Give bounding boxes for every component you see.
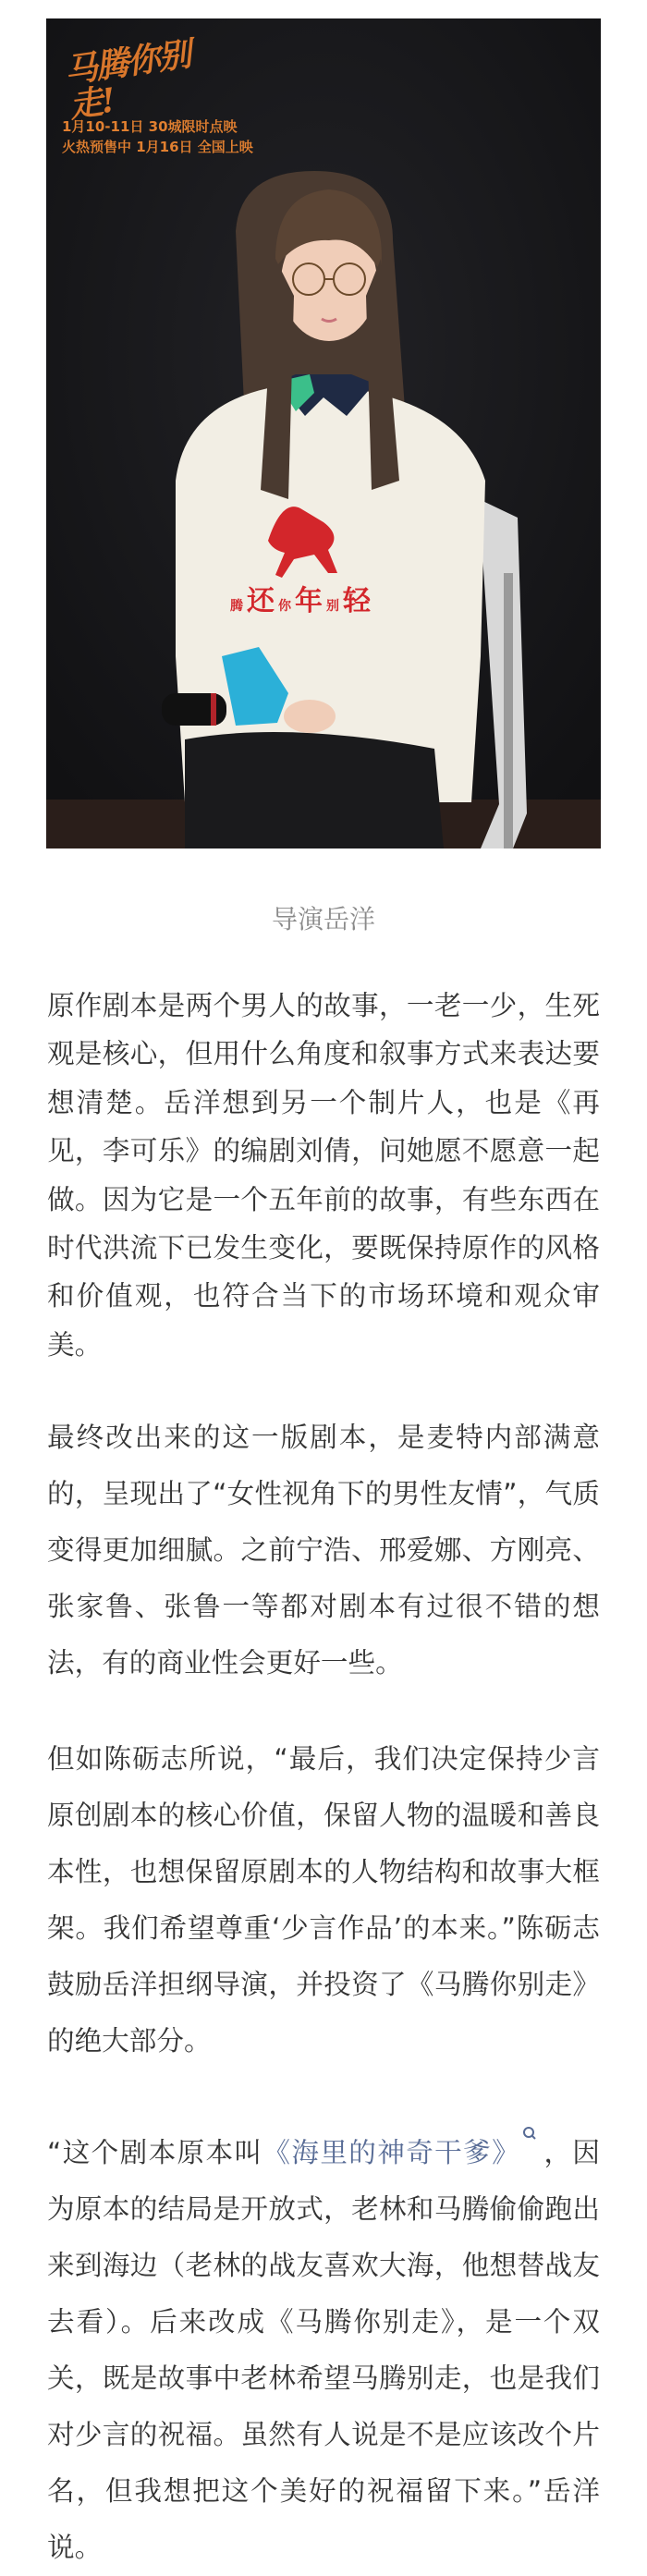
sweater-char: 轻 — [343, 585, 371, 617]
paragraph-text: “这个剧本原本叫 — [47, 2137, 263, 2168]
article-paragraph: 但如陈砺志所说，“最后，我们决定保持少言原创剧本的核心价值，保留人物的温暖和善良本性，也想保留原剧本的人物结构和故事大框架。我们希望尊重‘少言作品’的本来。”陈砺志鼓励岳洋担纲导演，并投资了《马腾你别走》的绝大部分。 — [47, 1743, 600, 2057]
article-paragraph: 最终改出来的这一版剧本，是麦特内部满意的，呈现出了“女性视角下的男性友情”，气质变得更加细腻。之前宁浩、邢爱娜、方刚亮、张家鲁、张鲁一等都对剧本有过很不错的想法，有的商业性会更好一些。 — [47, 1422, 600, 1679]
search-link-haili-de-shenqi-gandie[interactable]: 《海里的神奇干爹》 — [262, 2137, 521, 2168]
article-photo — [46, 18, 601, 848]
poster-release-line-2: 火热预售中 1月16日 全国上映 — [62, 139, 253, 155]
poster-logo: 马腾你别走! — [62, 34, 192, 126]
sweater-print-text — [226, 578, 371, 618]
sweater-char: 你 — [278, 599, 291, 614]
poster-release-line-1: 1月10-11日 30城限时点映 — [62, 118, 238, 135]
article-paragraph — [47, 2108, 600, 2576]
sweater-char: 腾 — [230, 599, 243, 614]
paragraph-text: ，因为原本的结局是开放式，老林和马腾偷偷跑出来到海边（老林的战友喜欢大海，他想替战友去看）。后来改成《马腾你别走》，是一个双关，既是故事中老林希望马腾别走，也是我们对少言的祝福。虽然有人说是不是应该改个片名，但我想把这个美好的祝福留下来。”岳洋说。 — [47, 2137, 600, 2563]
article-paragraph: 原作剧本是两个男人的故事，一老一少，生死观是核心，但用什么角度和叙事方式来表达要想清楚。岳洋想到另一个制片人，也是《再见，李可乐》的编剧刘倩，问她愿不愿意一起做。因为它是一个五年前的故事，有些东西在时代洪流下已发生变化，要既保持原作的风格和价值观，也符合当下的市场环境和观众审美。 — [47, 990, 600, 1361]
photo-caption: 导演岳洋 — [271, 904, 375, 934]
search-icon[interactable] — [522, 2108, 537, 2129]
sweater-char: 还 — [247, 585, 275, 617]
sweater-char: 年 — [295, 585, 323, 617]
sweater-char: 别 — [326, 599, 339, 614]
